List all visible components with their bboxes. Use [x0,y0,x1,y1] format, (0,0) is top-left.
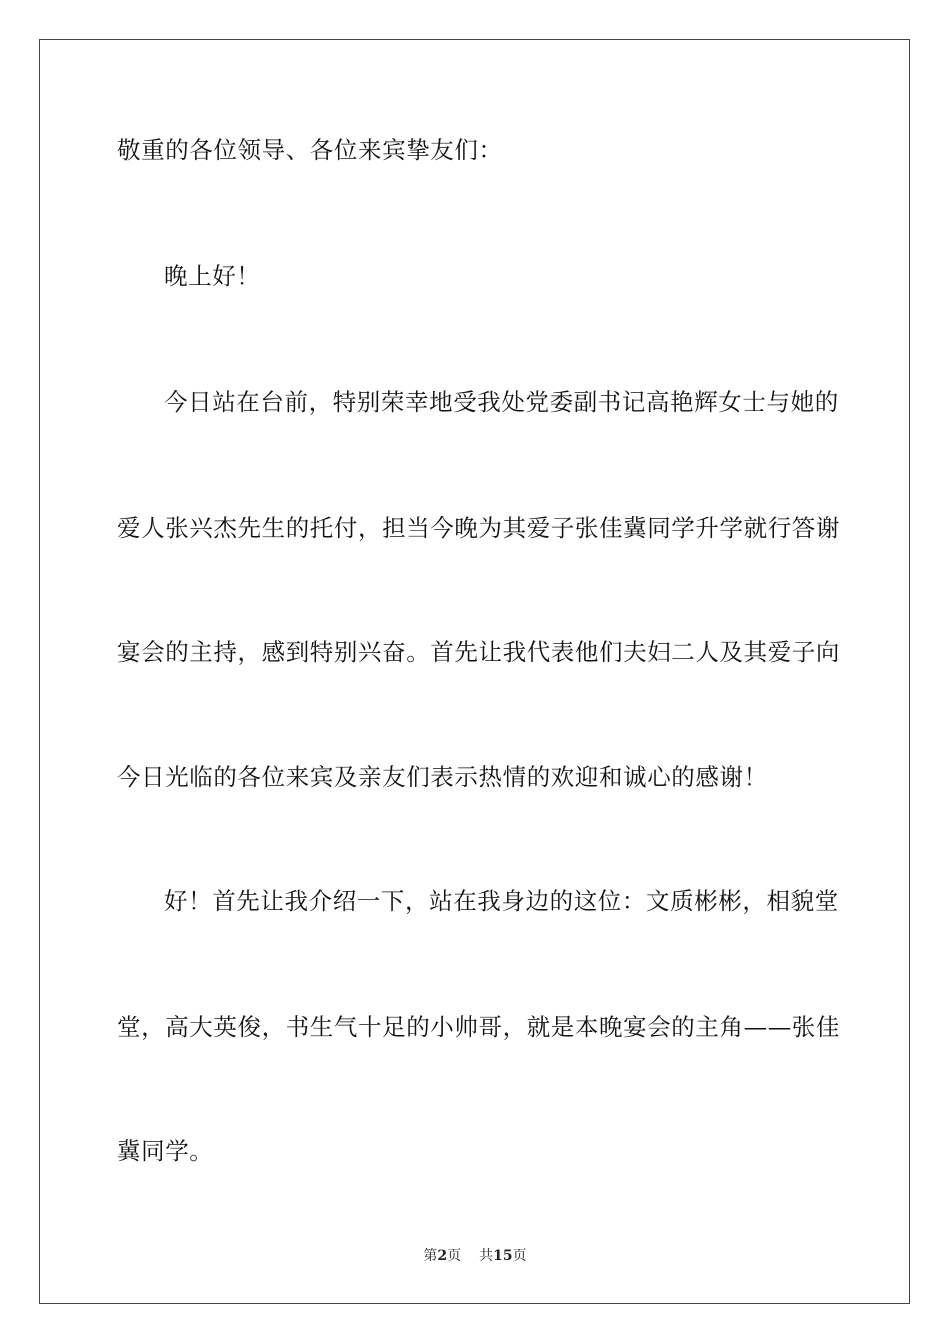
page-prefix: 第 [423,1248,438,1264]
salutation-line: 敬重的各位领导、各位来宾挚友们： [117,136,503,164]
paragraph-line: 堂，高大英俊，书生气十足的小帅哥，就是本晚宴会的主角——张佳 [117,1013,840,1041]
paragraph-line: 好！首先让我介绍一下，站在我身边的这位：文质彬彬，相貌堂 [164,887,839,915]
paragraph-line: 今日站在台前，特别荣幸地受我处党委副书记高艳辉女士与她的 [164,388,839,416]
paragraph-line: 宴会的主持，感到特别兴奋。首先让我代表他们夫妇二人及其爱子向 [117,638,840,666]
total-suffix: 页 [512,1248,527,1264]
greeting-line: 晚上好！ [164,262,261,290]
paragraph-line: 爱人张兴杰先生的托付，担当今晚为其爱子张佳冀同学升学就行答谢 [117,514,840,542]
paragraph-line: 今日光临的各位来宾及亲友们表示热情的欢迎和诚心的感谢！ [117,763,768,791]
page-footer [0,1246,950,1266]
page-suffix: 页 [447,1248,462,1264]
page-number: 2 [437,1248,448,1264]
total-prefix: 共 [479,1248,494,1264]
total-pages: 15 [493,1248,513,1264]
paragraph-line: 冀同学。 [117,1137,214,1165]
